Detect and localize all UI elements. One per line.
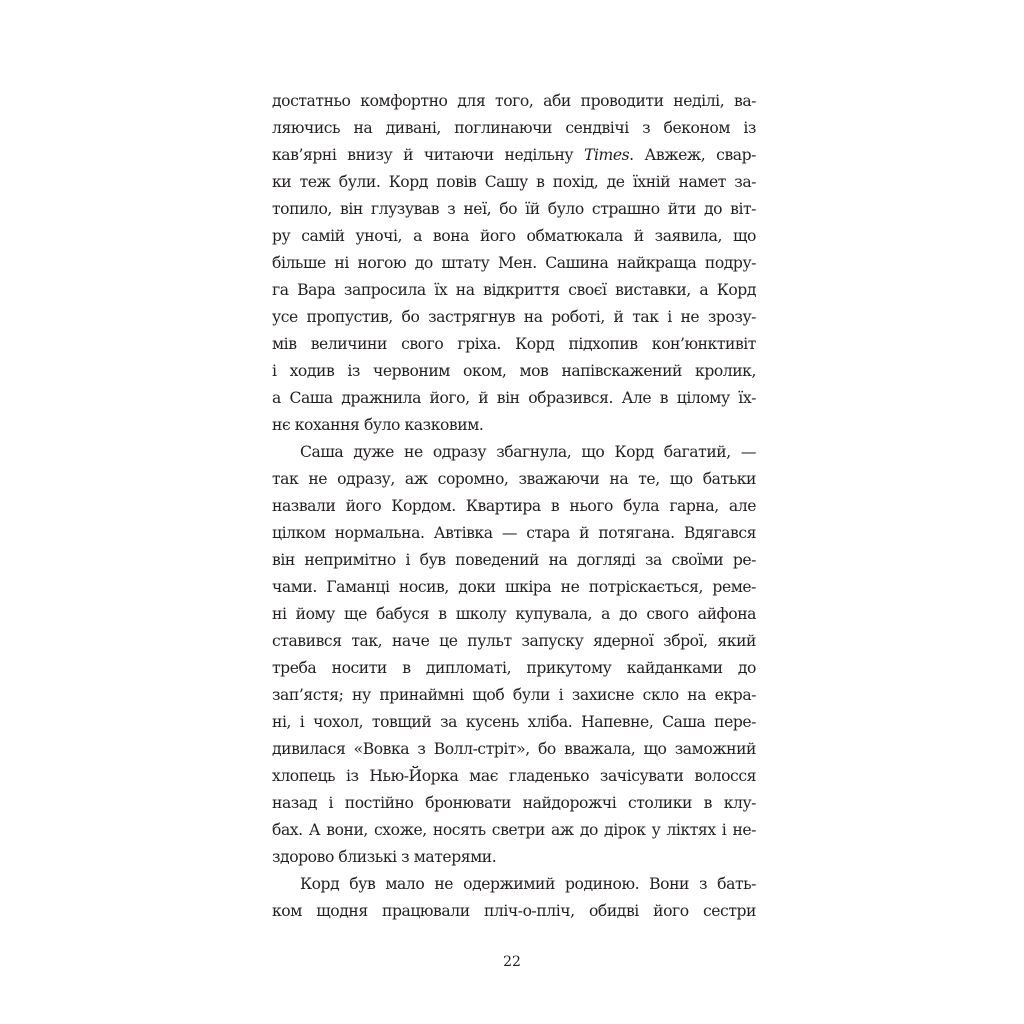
text-line: цілком нормальна. Автівка — стара й потягана. Вдягався: [272, 524, 756, 542]
text-line: ляючись на дивані, поглинаючи сендвічі з беконом із: [272, 119, 756, 137]
text-line: хлопець із Нью-Йорка має гладенько зачісувати волосся: [272, 767, 756, 785]
text-line: топило, він глузував з неї, бо їй було страшно йти до віт-: [272, 200, 756, 218]
text-line: усе пропустив, бо застрягнув на роботі, й так і не зрозу-: [272, 308, 756, 326]
text-line: більше ні ногою до штату Мен. Сашина найкраща подру-: [272, 254, 756, 272]
text-line: ком щодня працювали пліч-о-пліч, обидві його сестри: [272, 902, 756, 920]
text-line: а Саша дражнила його, й він образився. Але в цілому їх-: [272, 389, 756, 407]
page-number: 22: [503, 954, 521, 970]
text-line: назвали його Кордом. Квартира в нього була гарна, але: [272, 497, 756, 515]
text-line: га Вара запросила їх на відкриття своєї виставки, а Корд: [272, 281, 756, 299]
text-line: достатньо комфортно для того, аби проводити неділі, ва-: [272, 92, 756, 110]
text-line: він непримітно і був поведений на догляді за своїми ре-: [272, 551, 756, 569]
italic-title: Times: [584, 146, 630, 164]
paragraph-first-line: Корд був мало не одержимий родиною. Вони з бать-: [300, 875, 756, 893]
text-line: здорово близькі з матерями.: [272, 848, 497, 866]
text-line: ру самій уночі, а вона його обматюкала й заявила, що: [272, 227, 756, 245]
text-line: так не одразу, аж соромно, зважаючи на те, що батьки: [272, 470, 756, 488]
text-line-part: кав’ярні внизу й читаючи недільну: [272, 146, 585, 164]
text-line: дивилася «Вовка з Волл-стріт», бо вважала, що заможний: [272, 740, 756, 758]
text-line: ки теж були. Корд повів Сашу в похід, де їхній намет за-: [272, 173, 756, 191]
text-line: ні йому ще бабуся в школу купувала, а до свого айфона: [272, 605, 756, 623]
text-line: чами. Гаманці носив, доки шкіра не потріскається, реме-: [272, 578, 756, 596]
text-line: ні, і чохол, товщий за кусень хліба. Напевне, Саша пере-: [272, 713, 756, 731]
text-line: бах. А вони, схоже, носять светри аж до дірок у ліктях і не-: [272, 821, 756, 839]
text-line: треба носити в дипломаті, прикутому кайданками до: [272, 659, 756, 677]
text-line: назад і постійно бронювати найдорожчі столики в клу-: [272, 794, 756, 812]
paragraph-first-line: Саша дуже не одразу збагнула, що Корд багатий, —: [300, 443, 756, 461]
text-line: нє кохання було казковим.: [272, 416, 484, 434]
text-line: [272, 142, 756, 169]
text-line: і ходив із червоним оком, мов напівскажений кролик,: [272, 362, 756, 380]
text-line: зап’ястя; ну принаймні щоб були і захисне скло на екра-: [272, 686, 756, 704]
text-line: ставився так, наче це пульт запуску ядерної зброї, який: [272, 632, 756, 650]
text-line-part: . Авжеж, свар-: [629, 146, 756, 164]
text-line: мів величини свого гріха. Корд підхопив кон’юнктивіт: [272, 335, 756, 353]
